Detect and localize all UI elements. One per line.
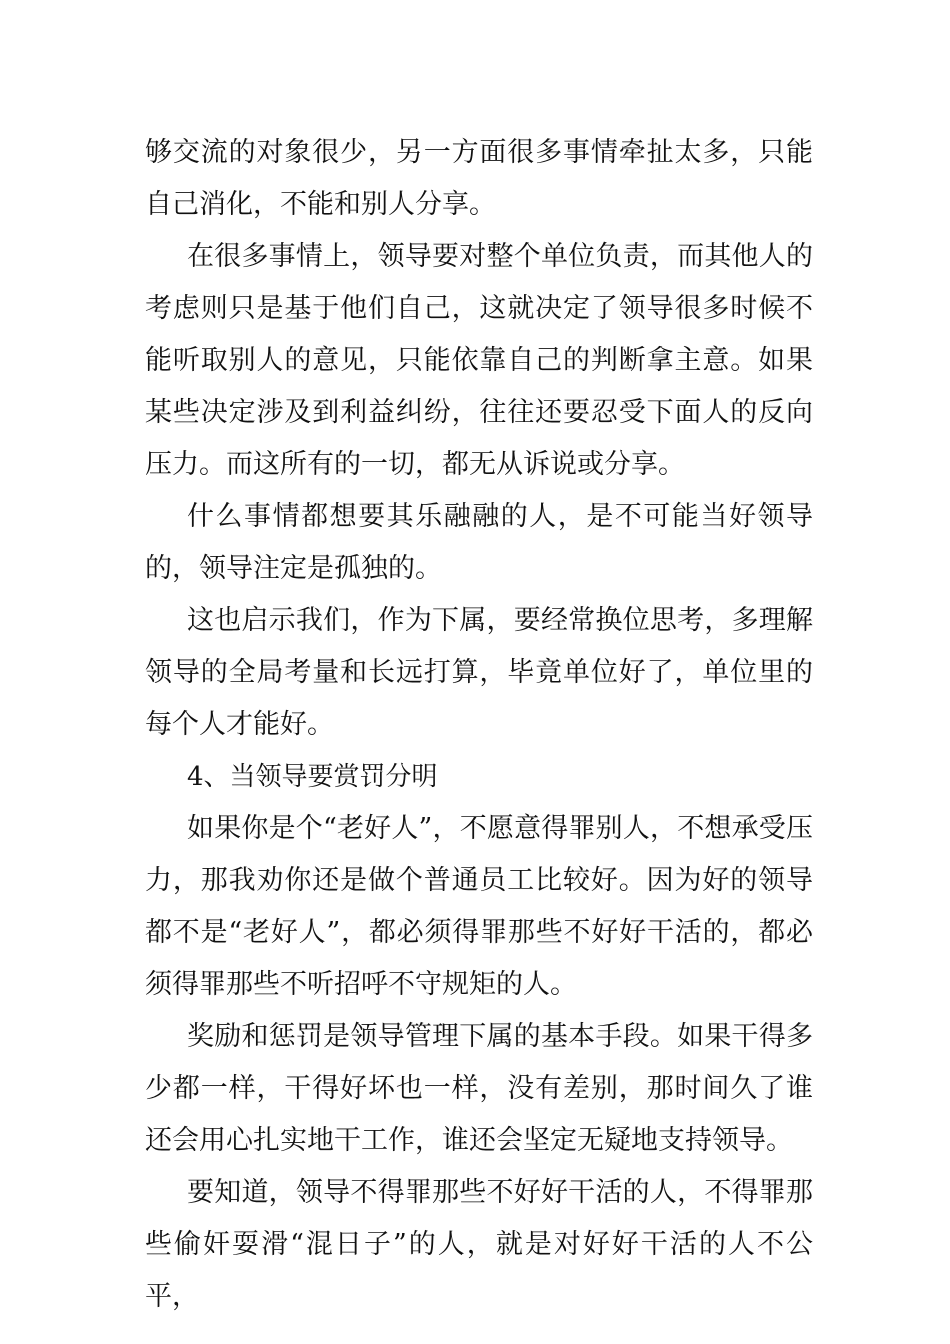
paragraph-nice-guy: 如果你是个“老好人”，不愿意得罪别人，不想承受压力，那我劝你还是做个普通员工比较好。因为好的领导都不是“老好人”，都必须得罪那些不好好干活的，都必须得罪那些不听招呼不守规矩的人。	[145, 813, 813, 1000]
paragraph-subordinate-insight: 这也启示我们，作为下属，要经常换位思考，多理解领导的全局考量和长远打算，毕竟单位好了，单位里的每个人才能好。	[145, 605, 813, 740]
paragraph-fairness: 要知道，领导不得罪那些不好好干活的人，不得罪那些偷奸耍滑“混日子”的人，就是对好好干活的人不公平，	[145, 1177, 813, 1312]
body-text	[145, 127, 813, 1323]
paragraph-reward-punish: 奖励和惩罚是领导管理下属的基本手段。如果干得多少都一样，干得好坏也一样，没有差别，那时间久了谁还会用心扎实地干工作，谁还会坚定无疑地支持领导。	[145, 1021, 813, 1156]
paragraph-continuation: 够交流的对象很少，另一方面很多事情牵扯太多，只能自己消化，不能和别人分享。	[145, 137, 813, 220]
section-heading: 4、当领导要赏罚分明	[187, 762, 438, 792]
paragraph-leader-responsibility: 在很多事情上，领导要对整个单位负责，而其他人的考虑则只是基于他们自己，这就决定了领导很多时候不能听取别人的意见，只能依靠自己的判断拿主意。如果某些决定涉及到利益纠纷，往往还要忍受下面人的反向压力。而这所有的一切，都无从诉说或分享。	[145, 241, 813, 480]
paragraph-leader-lonely: 什么事情都想要其乐融融的人，是不可能当好领导的，领导注定是孤独的。	[145, 501, 813, 584]
